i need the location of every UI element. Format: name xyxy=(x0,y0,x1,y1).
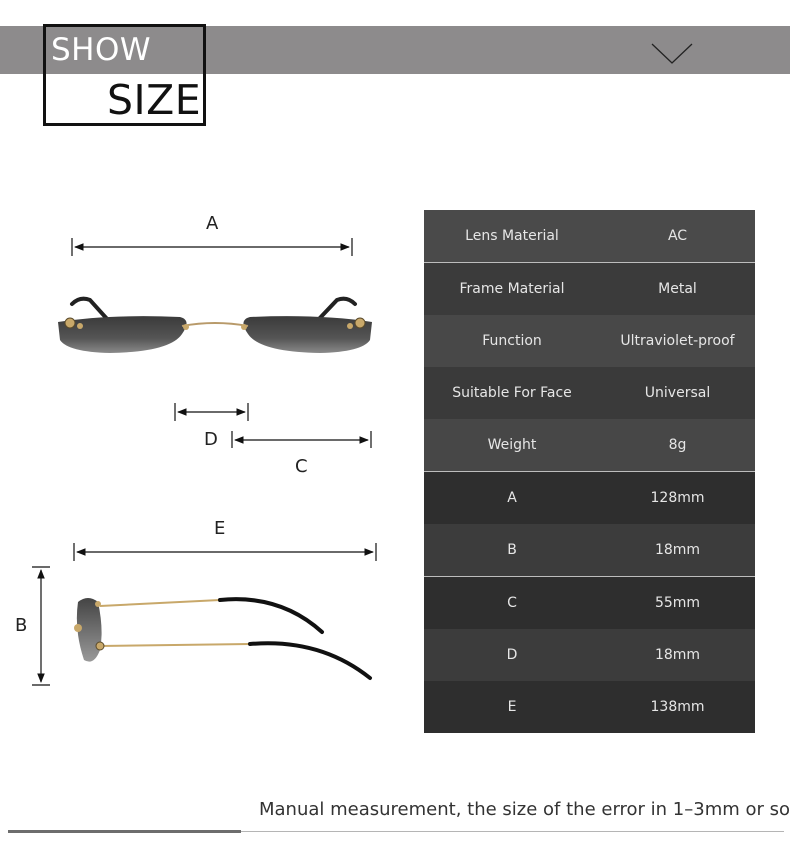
dimension-b-label: B xyxy=(15,615,28,636)
dimension-e-arrow xyxy=(74,543,376,561)
spec-value: Ultraviolet-proof xyxy=(620,333,735,349)
spec-row xyxy=(424,367,755,419)
spec-value: AC xyxy=(667,228,688,244)
dimension-e-label: E xyxy=(214,518,226,539)
spec-label: A xyxy=(424,472,600,525)
footer-rule-accent xyxy=(8,830,241,833)
spec-label: Suitable For Face xyxy=(452,385,572,401)
glasses-side-view xyxy=(70,580,380,690)
spec-row xyxy=(424,315,755,367)
dimension-d-arrow xyxy=(175,403,248,421)
spec-row xyxy=(424,524,755,577)
dimension-a-label: A xyxy=(206,213,219,234)
dimension-d-label: D xyxy=(204,429,218,450)
dimension-a-arrow xyxy=(72,238,352,256)
spec-label: B xyxy=(507,542,517,558)
spec-value: 18mm xyxy=(654,647,701,663)
spec-value: 18mm xyxy=(654,542,701,558)
spec-value: 55mm xyxy=(600,577,755,630)
spec-row xyxy=(424,419,755,472)
dimension-c-label: C xyxy=(295,456,308,477)
chevron-down-icon xyxy=(651,43,693,65)
title-size: SIZE xyxy=(107,76,202,124)
spec-row xyxy=(424,577,755,630)
spec-label: Lens Material xyxy=(465,228,559,244)
spec-value: 138mm xyxy=(650,699,705,715)
dimension-c-arrow xyxy=(232,431,371,448)
footer-rule xyxy=(241,831,784,832)
spec-label: D xyxy=(506,647,518,663)
spec-label: C xyxy=(424,577,600,630)
spec-value: 128mm xyxy=(600,472,755,525)
spec-value: Universal xyxy=(644,385,711,401)
spec-value: 8g xyxy=(668,437,687,453)
spec-row xyxy=(424,472,755,525)
title-show: SHOW xyxy=(51,32,152,68)
glasses-front-view xyxy=(50,290,380,365)
spec-row xyxy=(424,681,755,733)
measurement-note: Manual measurement, the size of the error in 1–3mm or so xyxy=(259,799,790,820)
spec-label: Weight xyxy=(487,437,537,453)
spec-table xyxy=(424,210,755,733)
spec-row xyxy=(424,629,755,681)
dimension-b-arrow xyxy=(32,567,50,685)
spec-label: Frame Material xyxy=(424,263,600,316)
spec-label: Function xyxy=(482,333,542,349)
spec-label: E xyxy=(507,699,517,715)
spec-row xyxy=(424,210,755,263)
spec-row xyxy=(424,263,755,316)
spec-value: Metal xyxy=(600,263,755,316)
